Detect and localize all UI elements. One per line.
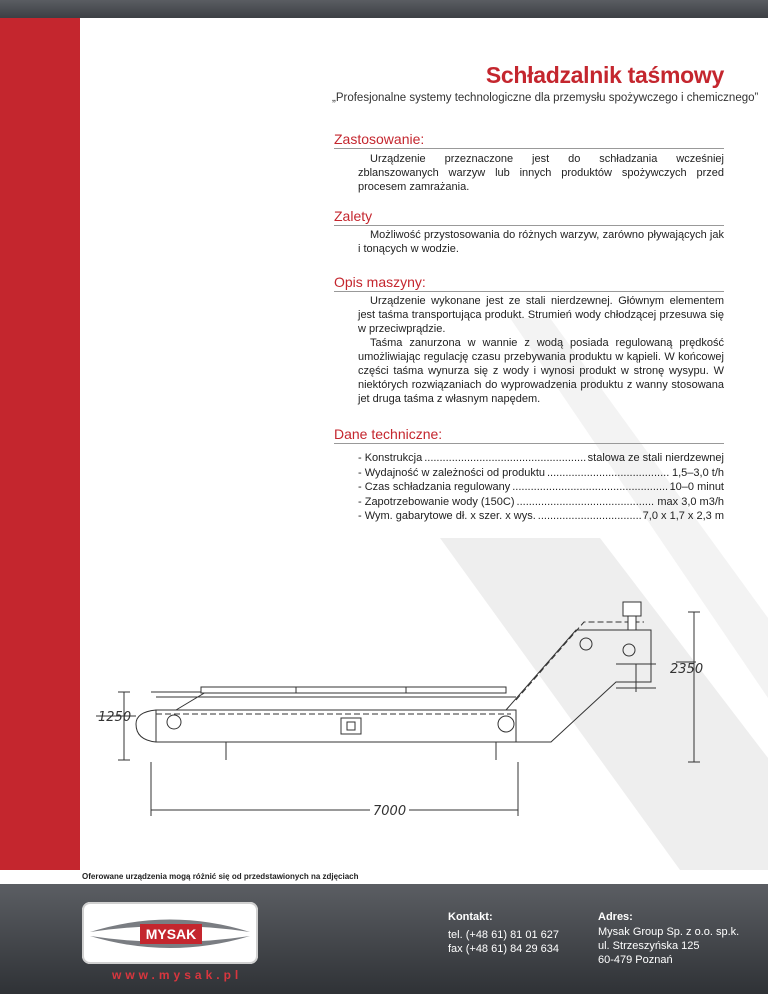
left-red-stripe: [0, 18, 80, 870]
contact-fax: fax (+48 61) 84 29 634: [448, 943, 559, 955]
address-city: 60-479 Poznań: [598, 954, 673, 966]
spec-row: [358, 466, 724, 481]
contact-phone: tel. (+48 61) 81 01 627: [448, 929, 559, 941]
top-bar: [0, 0, 768, 18]
spec-value: max 3,0 m3/h: [657, 495, 724, 508]
address-heading: Adres:: [598, 911, 633, 923]
address-street: ul. Strzeszyńska 125: [598, 940, 700, 952]
spec-label: - Czas schładzania regulowany: [358, 481, 511, 493]
section-heading-opis: Opis maszyny:: [334, 274, 724, 292]
page-subtitle: „Profesjonalne systemy technologiczne dla przemysłu spożywczego i chemicznego”: [332, 92, 759, 104]
dimension-height-left: 1250: [98, 710, 132, 725]
disclaimer-note: Oferowane urządzenia mogą różnić się od przedstawionych na zdjęciach: [82, 872, 359, 881]
section-heading-zalety: Zalety: [334, 208, 724, 226]
section-body-opis: [358, 294, 724, 406]
paragraph: Możliwość przystosowania do różnych warzyw, zarówno pływających jak i tonących w wodzie.: [358, 229, 724, 255]
spec-value: stalowa ze stali nierdzewnej: [587, 452, 724, 464]
section-body-zalety: [358, 228, 724, 256]
dimension-length: 7000: [370, 804, 409, 819]
company-logo: [82, 902, 258, 964]
section-body-zastosowanie: [358, 152, 724, 194]
paragraph: Urządzenie wykonane jest ze stali nierdzewnej. Głównym elementem jest taśma transportująca produkt. Strumień wody chłodzącej przesuwa się w przeciwprądzie.: [358, 295, 724, 335]
spec-value: 10–0 minut: [669, 481, 724, 493]
spec-label: - Zapotrzebowanie wody (150C): [358, 495, 515, 508]
spec-label: - Wydajność w zależności od produktu: [358, 466, 545, 479]
contact-heading: Kontakt:: [448, 911, 493, 923]
spec-list: [358, 451, 724, 524]
spec-row: [358, 495, 724, 510]
spec-row: [358, 509, 724, 524]
section-heading-dane: Dane techniczne:: [334, 426, 724, 444]
page-title: Schładzalnik taśmowy: [485, 62, 724, 88]
paragraph: Taśma zanurzona w wannie z wodą posiada regulowaną prędkość umożliwiając regulację czasu przebywania produktu w kąpieli. W końcowej części taśma wynurza się z wody i wynosi produkt w stronę wysypu. W niektórych rozwiązaniach do wyprowadzenia produktu z wanny stosowana jet druga taśma z własnym napędem.: [358, 337, 724, 405]
spec-value: 1,5–3,0 t/h: [672, 466, 724, 479]
website-link[interactable]: www.mysak.pl: [112, 968, 243, 982]
spec-row: [358, 480, 724, 495]
spec-row: [358, 451, 724, 466]
address-company: Mysak Group Sp. z o.o. sp.k.: [598, 926, 740, 938]
spec-value: 7,0 x 1,7 x 2,3 m: [642, 510, 724, 522]
spec-label: - Wym. gabarytowe dł. x szer. x wys.: [358, 510, 536, 522]
spec-label: - Konstrukcja: [358, 452, 423, 464]
machine-technical-drawing: [96, 592, 756, 832]
section-heading-zastosowanie: Zastosowanie:: [334, 131, 724, 149]
dimension-height-total: 2350: [670, 662, 704, 677]
logo-text: MYSAK: [145, 926, 197, 942]
paragraph: Urządzenie przeznaczone jest do schładzania wcześniej zblanszowanych warzyw lub innych produktów spożywczych przed procesem zamrażania.: [358, 153, 724, 193]
